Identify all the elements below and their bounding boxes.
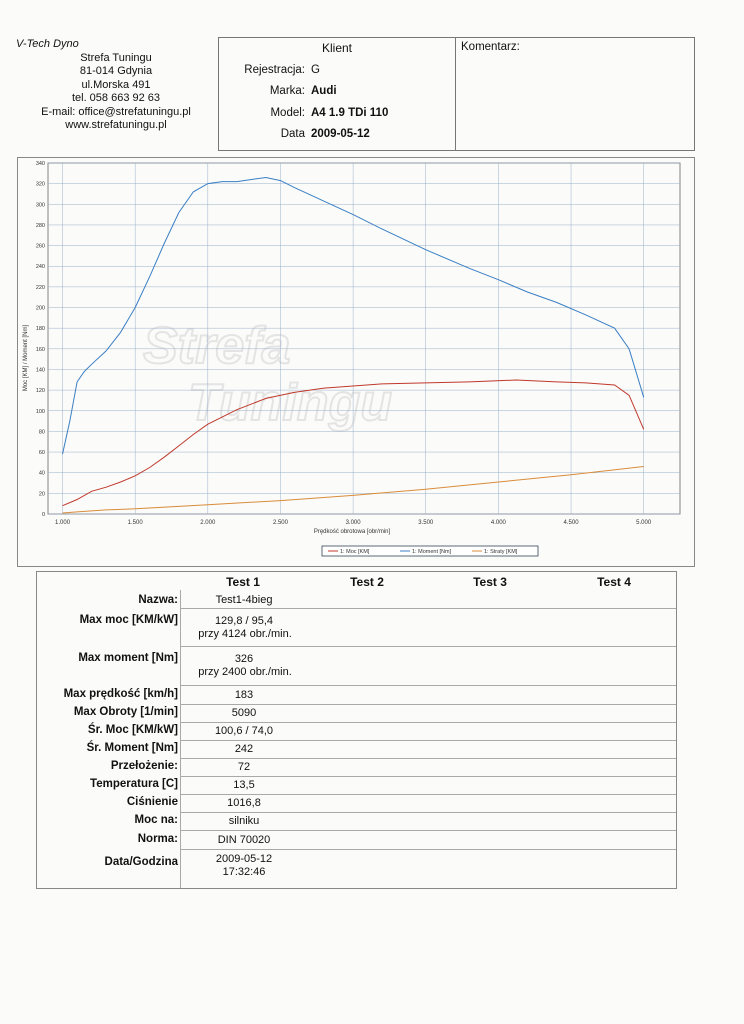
x-axis-label: Prędkość obrotowa [obr/min] [313, 529, 391, 535]
chart-axes [36, 161, 652, 526]
y-tick-label: 120 [35, 388, 45, 395]
watermark-line1: Strefa [143, 317, 291, 375]
y-tick-label: 140 [35, 367, 45, 374]
row-divider [180, 849, 676, 850]
make-value: Audi [311, 85, 337, 97]
dyno-brand: V-Tech Dyno [16, 38, 79, 50]
table-row-value: 5090 [231, 707, 257, 719]
table-row-label: Temperatura [C] [90, 778, 178, 790]
row-divider [180, 740, 676, 741]
row-divider [180, 794, 676, 795]
row-divider [180, 812, 676, 813]
row-divider [180, 704, 676, 705]
table-row-label: Max moc [KM/kW] [79, 614, 178, 626]
date-label: Data [280, 128, 305, 140]
company-website: www.strefatuningu.pl [65, 119, 167, 131]
y-tick-label: 0 [41, 512, 45, 518]
y-tick-label: 340 [35, 161, 45, 167]
row-divider [180, 830, 676, 831]
table-row-value: 2009-05-12 [215, 853, 273, 865]
y-tick-label: 160 [35, 346, 45, 353]
table-row-label: Moc na: [134, 814, 178, 826]
y-tick-label: 320 [35, 181, 45, 188]
x-tick-label: 3.500 [418, 520, 434, 526]
company-postal: 81-014 Gdynia [79, 65, 153, 77]
legend-entry: 1: Moment [Nm] [412, 549, 452, 555]
legend-entry: 1: Moc [KM] [340, 549, 370, 555]
row-divider [180, 685, 676, 686]
y-tick-label: 260 [35, 243, 45, 250]
make-label: Marka: [269, 85, 305, 97]
table-row-value: 100,6 / 74,0 [214, 725, 274, 737]
client-title: Klient [321, 41, 353, 55]
watermark [143, 317, 392, 432]
y-tick-label: 60 [38, 450, 45, 457]
date-value: 2009-05-12 [311, 128, 370, 140]
table-row-label: Max moment [Nm] [78, 652, 178, 664]
model-value: A4 1.9 TDi 110 [311, 107, 389, 119]
table-row-label: Śr. Moment [Nm] [86, 742, 178, 754]
table-row-label: Max prędkość [km/h] [63, 688, 178, 700]
row-divider [180, 722, 676, 723]
comment-box [455, 37, 695, 151]
x-tick-label: 2.000 [200, 520, 216, 526]
dyno-chart [17, 157, 695, 567]
table-row-label: Przełożenie: [110, 760, 178, 772]
x-tick-label: 2.500 [272, 520, 288, 526]
company-street: ul.Morska 491 [81, 78, 151, 91]
company-name: Strefa Tuningu [80, 51, 152, 64]
table-row-label: Norma: [137, 833, 178, 845]
header-test-1: Test 1 [226, 575, 260, 589]
table-row-subvalue: przy 4124 obr./min. [198, 628, 292, 640]
chart-svg [18, 158, 694, 566]
registration-value: G [311, 64, 320, 76]
row-divider [180, 646, 676, 647]
table-row-label: Data/Godzina [104, 856, 178, 868]
table-row-value: 183 [234, 689, 254, 701]
company-email: E-mail: office@strefatuningu.pl [41, 105, 191, 118]
table-row-value: Test1-4bieg [215, 594, 273, 606]
chart-legend [322, 546, 538, 556]
y-tick-label: 240 [35, 264, 45, 271]
legend-entry: 1: Straty [KM] [484, 549, 518, 555]
registration-label: Rejestracja: [244, 64, 305, 76]
y-tick-label: 180 [35, 326, 45, 333]
y-tick-label: 300 [35, 202, 45, 209]
row-divider [180, 608, 676, 609]
table-row-label: Max Obroty [1/min] [73, 706, 178, 718]
header-test-2: Test 2 [350, 575, 384, 589]
y-tick-label: 20 [38, 491, 45, 498]
table-row-label: Śr. Moc [KM/kW] [87, 724, 178, 736]
y-tick-label: 200 [35, 305, 45, 312]
x-tick-label: 1.000 [55, 520, 71, 526]
x-tick-label: 4.000 [490, 520, 506, 526]
row-divider [180, 776, 676, 777]
y-tick-label: 100 [35, 408, 45, 415]
table-row-label: Nazwa: [138, 594, 178, 606]
table-row-value: 1016,8 [227, 797, 261, 809]
x-tick-label: 3.000 [345, 520, 361, 526]
company-phone: tel. 058 663 92 63 [71, 92, 161, 104]
table-row-value: 326 [234, 653, 254, 665]
client-box [218, 37, 456, 151]
table-row-value: silniku [228, 815, 260, 827]
y-tick-label: 40 [38, 470, 45, 477]
table-row-value: 13,5 [233, 779, 255, 791]
x-tick-label: 5.000 [636, 520, 652, 526]
results-table [36, 571, 677, 889]
table-row-value: 242 [234, 743, 254, 755]
y-tick-label: 80 [38, 429, 45, 436]
comment-label: Komentarz: [461, 41, 520, 53]
y-tick-label: 220 [35, 284, 45, 291]
x-tick-label: 4.500 [563, 520, 579, 526]
row-divider [180, 758, 676, 759]
table-row-value: DIN 70020 [217, 834, 271, 846]
table-row-subvalue: 17:32:46 [222, 866, 266, 878]
y-axis-label: Moc [KM] / Moment [Nm] [23, 324, 29, 392]
header-test-4: Test 4 [597, 575, 631, 589]
x-tick-label: 1.500 [127, 520, 143, 526]
header-test-3: Test 3 [473, 575, 507, 589]
company-info [10, 38, 222, 133]
table-row-value: 129,8 / 95,4 [214, 615, 274, 627]
watermark-line2: Tuningu [188, 374, 393, 432]
table-row-label: Ciśnienie [126, 796, 178, 808]
table-row-subvalue: przy 2400 obr./min. [198, 666, 292, 678]
y-tick-label: 280 [35, 222, 45, 229]
model-label: Model: [270, 107, 305, 119]
table-row-value: 72 [237, 761, 251, 773]
